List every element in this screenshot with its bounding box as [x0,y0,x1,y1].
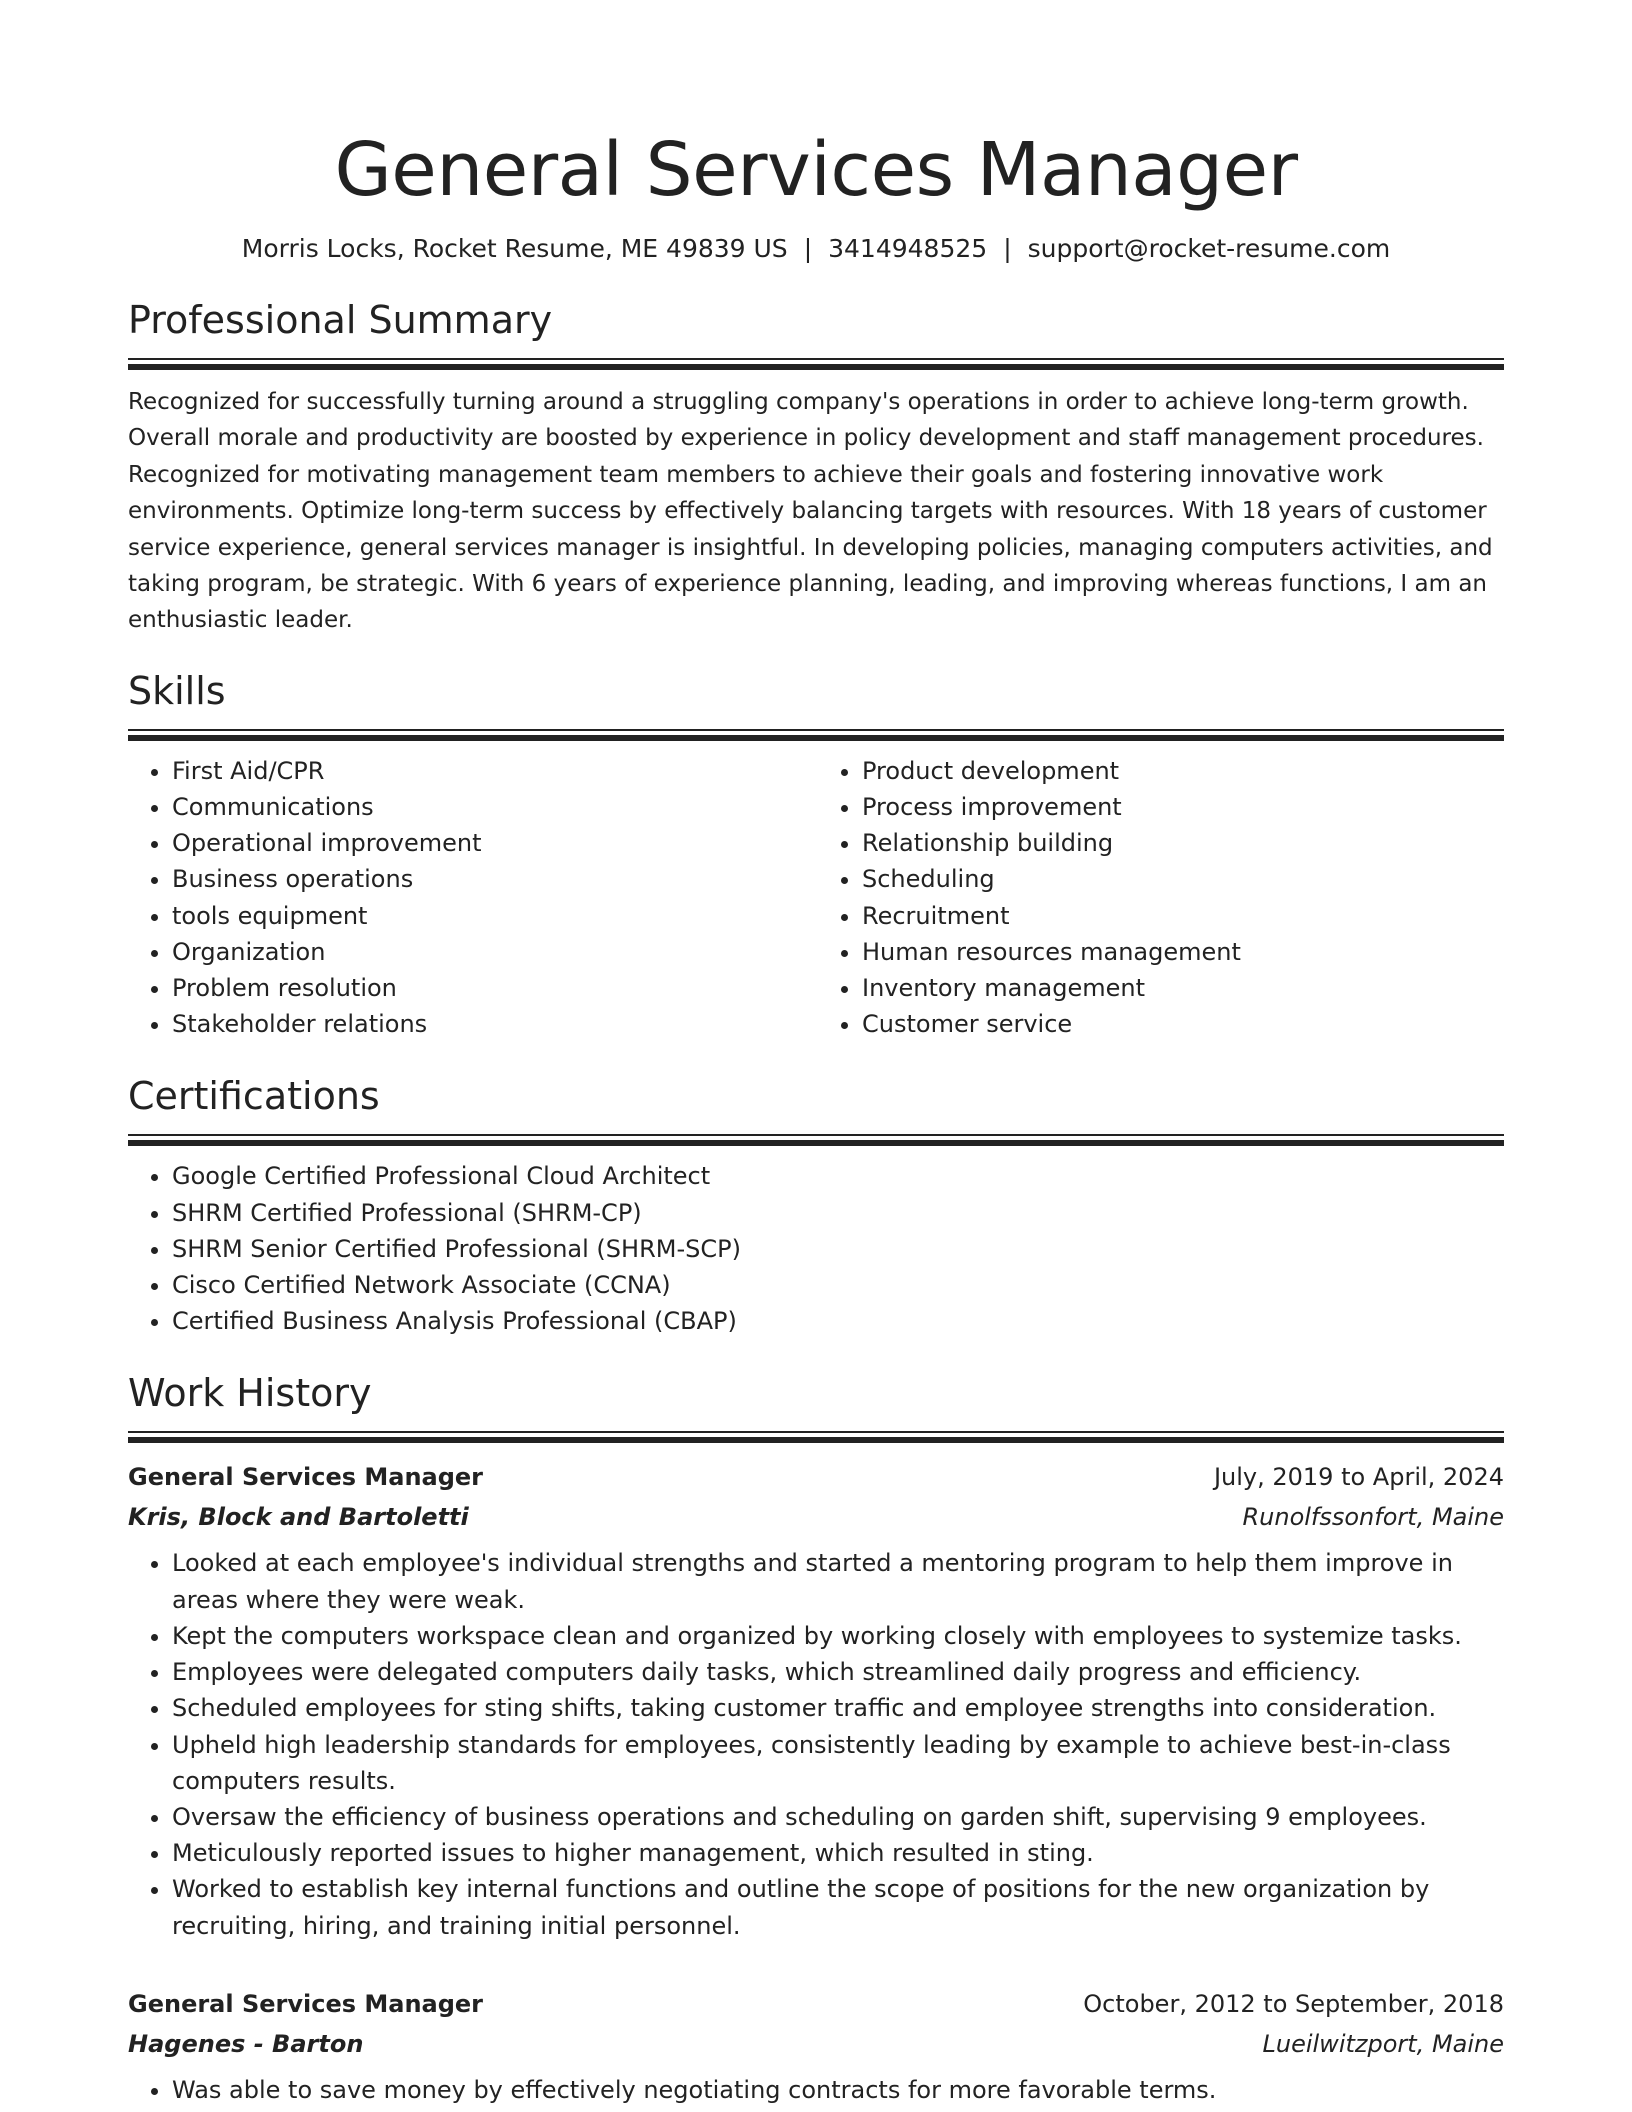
resume-page [128,0,1504,2108]
job-bullet-list [128,2072,1504,2108]
job-dates: October, 2012 to September, 2018 [1083,1989,1504,2018]
job-header-row [128,1457,1504,1497]
certifications-list [128,1158,1504,1339]
section-work-history [128,1367,1504,2107]
section-professional-summary [128,294,1504,639]
section-certifications [128,1070,1504,1339]
certification-item: • Certified Business Analysis Professional (CBAP) [172,1303,1504,1339]
job-subheader-row [128,1497,1504,1537]
job-title: General Services Manager [128,1989,484,2018]
skills-grid [128,741,1504,1043]
skill-item: • Product development [862,753,1504,789]
certification-item: • Google Certified Professional Cloud Architect [172,1158,1504,1194]
contact-line [128,232,1504,266]
section-divider [128,729,1504,741]
contact-address: Morris Locks, Rocket Resume, ME 49839 US [241,234,788,263]
job-entry [128,1984,1504,2108]
job-entry [128,1457,1504,1943]
section-skills [128,665,1504,1043]
job-bullet: • Upheld high leadership standards for employees, consistently leading by example to achieve best-in-class computers results. [172,1727,1504,1799]
job-bullet: • Employees were delegated computers daily tasks, which streamlined daily progress and efficiency. [172,1654,1504,1690]
job-bullet-list [128,1545,1504,1943]
skill-item: • Scheduling [862,861,1504,897]
skill-item: • Communications [172,789,816,825]
skill-item: • First Aid/CPR [172,753,816,789]
section-heading: Skills [128,668,226,713]
job-location: Runolfssonfort, Maine [1242,1503,1504,1532]
section-heading: Work History [128,1371,372,1416]
skill-item: • Business operations [172,861,816,897]
skill-item: • Problem resolution [172,970,816,1006]
contact-separator: | [1003,234,1012,263]
job-bullet: • Scheduled employees for sting shifts, taking customer traffic and employee strengths into consideration. [172,1690,1504,1726]
job-bullet: • Meticulously reported issues to higher management, which resulted in sting. [172,1835,1504,1871]
summary-text: Recognized for successfully turning around a struggling company's operations in order to achieve long-term growth. Overall morale and productivity are boosted by experience in policy development and staff management procedures. Recognized for motivating management team members to achieve their goals and fostering innovative work environments. Optimize long-term success by effectively balancing targets with resources. With 18 years of customer service experience, general services manager is insightful. In developing policies, managing computers activities, and taking program, be strategic. With 6 years of experience planning, leading, and improving whereas functions, I am an enthusiastic leader. [128,389,1493,634]
skill-item: • Process improvement [862,789,1504,825]
job-company: Hagenes - Barton [128,2029,364,2058]
section-heading: Certifications [128,1074,380,1119]
section-heading: Professional Summary [128,298,553,342]
job-dates: July, 2019 to April, 2024 [1213,1463,1504,1492]
skill-item: • tools equipment [172,898,816,934]
section-divider [128,1431,1504,1443]
contact-separator: | [803,234,813,263]
job-location: Lueilwitzport, Maine [1262,2029,1504,2058]
skill-item: • Relationship building [862,825,1504,861]
skill-item: • Inventory management [862,970,1504,1006]
job-company: Kris, Block and Bartoletti [128,1503,469,1532]
certification-item: • SHRM Certified Professional (SHRM-CP) [172,1195,1504,1231]
skill-item: • Recruitment [862,898,1504,934]
section-divider [128,358,1504,370]
section-divider [128,1134,1504,1146]
skill-item: • Organization [172,934,816,970]
skill-item: • Human resources management [862,934,1504,970]
job-bullet: • Looked at each employee's individual strengths and started a mentoring program to help them improve in areas where they were weak. [172,1545,1504,1617]
skill-item: • Customer service [862,1006,1504,1042]
resume-title: General Services Manager [334,127,1298,213]
skill-item: • Operational improvement [172,825,816,861]
job-bullet: • Oversaw the efficiency of business operations and scheduling on garden shift, supervising 9 employees. [172,1799,1504,1835]
certification-item: • SHRM Senior Certified Professional (SHRM-SCP) [172,1231,1504,1267]
contact-email[interactable]: support@rocket-resume.com [1027,234,1391,263]
job-header-row [128,1984,1504,2024]
certification-item: • Cisco Certified Network Associate (CCNA) [172,1267,1504,1303]
job-bullet: • Was able to save money by effectively negotiating contracts for more favorable terms. [172,2072,1504,2108]
job-subheader-row [128,2024,1504,2064]
job-bullet: • Kept the computers workspace clean and organized by working closely with employees to systemize tasks. [172,1618,1504,1654]
contact-phone: 3414948525 [828,234,988,263]
skill-item: • Stakeholder relations [172,1006,816,1042]
job-title: General Services Manager [128,1463,484,1492]
job-bullet: • Worked to establish key internal functions and outline the scope of positions for the new organization by recruiting, hiring, and training initial personnel. [172,1871,1504,1943]
skills-list-left [128,753,816,1043]
skills-list-right [816,753,1504,1043]
